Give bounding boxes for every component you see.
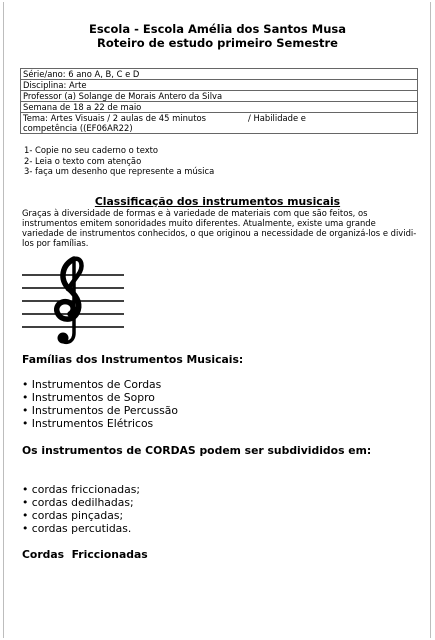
list-item: • Instrumentos de Percussão	[22, 404, 179, 417]
instruction-item: 2- Leia o texto com atenção	[24, 155, 142, 166]
tema-text: Tema: Artes Visuais / 2 aulas de 45 minutos	[23, 113, 206, 123]
section-title: Classificação dos instrumentos musicais	[94, 195, 341, 208]
list-item: • Instrumentos de Cordas	[22, 378, 162, 391]
tema-cell	[21, 113, 418, 134]
treble-clef-icon	[57, 259, 82, 344]
instructions-list	[24, 145, 214, 177]
cordas-list	[22, 483, 140, 535]
habilidade-text: / Habilidade e	[248, 113, 306, 123]
competencia-text: competência ((EF06AR22)	[23, 123, 133, 133]
families-list	[22, 378, 178, 430]
professor-cell: Professor (a) Solange de Morais Antero da Silva	[21, 91, 418, 102]
list-item: • Instrumentos de Sopro	[22, 391, 155, 404]
info-table	[20, 68, 418, 134]
list-item: • Instrumentos Elétricos	[22, 417, 154, 430]
families-heading: Famílias dos Instrumentos Musicais:	[22, 353, 244, 366]
intro-paragraph: Graças à diversidade de formas e à variedade de materiais com que são feitos, os instrumentos emitem sonoridades muito diferentes. Atualmente, existe uma grande variedade de instrumentos conhecidos, o que originou a necessidade de organizá-los e dividi-los por famílias.	[22, 208, 417, 248]
school-name: Escola - Escola Amélia dos Santos Musa	[88, 22, 347, 36]
final-heading: Cordas Friccionadas	[22, 548, 148, 561]
list-item: • cordas pinçadas;	[22, 509, 124, 522]
list-item: • cordas percutidas.	[22, 522, 132, 535]
cordas-heading: Os instrumentos de CORDAS podem ser subdivididos em:	[22, 444, 372, 457]
instruction-item: 3- faça um desenho que represente a música	[24, 166, 215, 176]
list-item: • cordas dedilhadas;	[22, 496, 134, 509]
document-subtitle: Roteiro de estudo primeiro Semestre	[97, 36, 338, 50]
serie-cell: Série/ano: 6 ano A, B, C e D	[21, 69, 418, 80]
instruction-item: 1- Copie no seu caderno o texto	[24, 145, 159, 155]
semana-cell: Semana de 18 a 22 de maio	[21, 102, 418, 113]
treble-clef-staff-icon	[22, 255, 124, 347]
disciplina-cell: Disciplina: Arte	[21, 80, 418, 91]
document-header	[0, 22, 435, 50]
list-item: • cordas friccionadas;	[22, 483, 141, 496]
